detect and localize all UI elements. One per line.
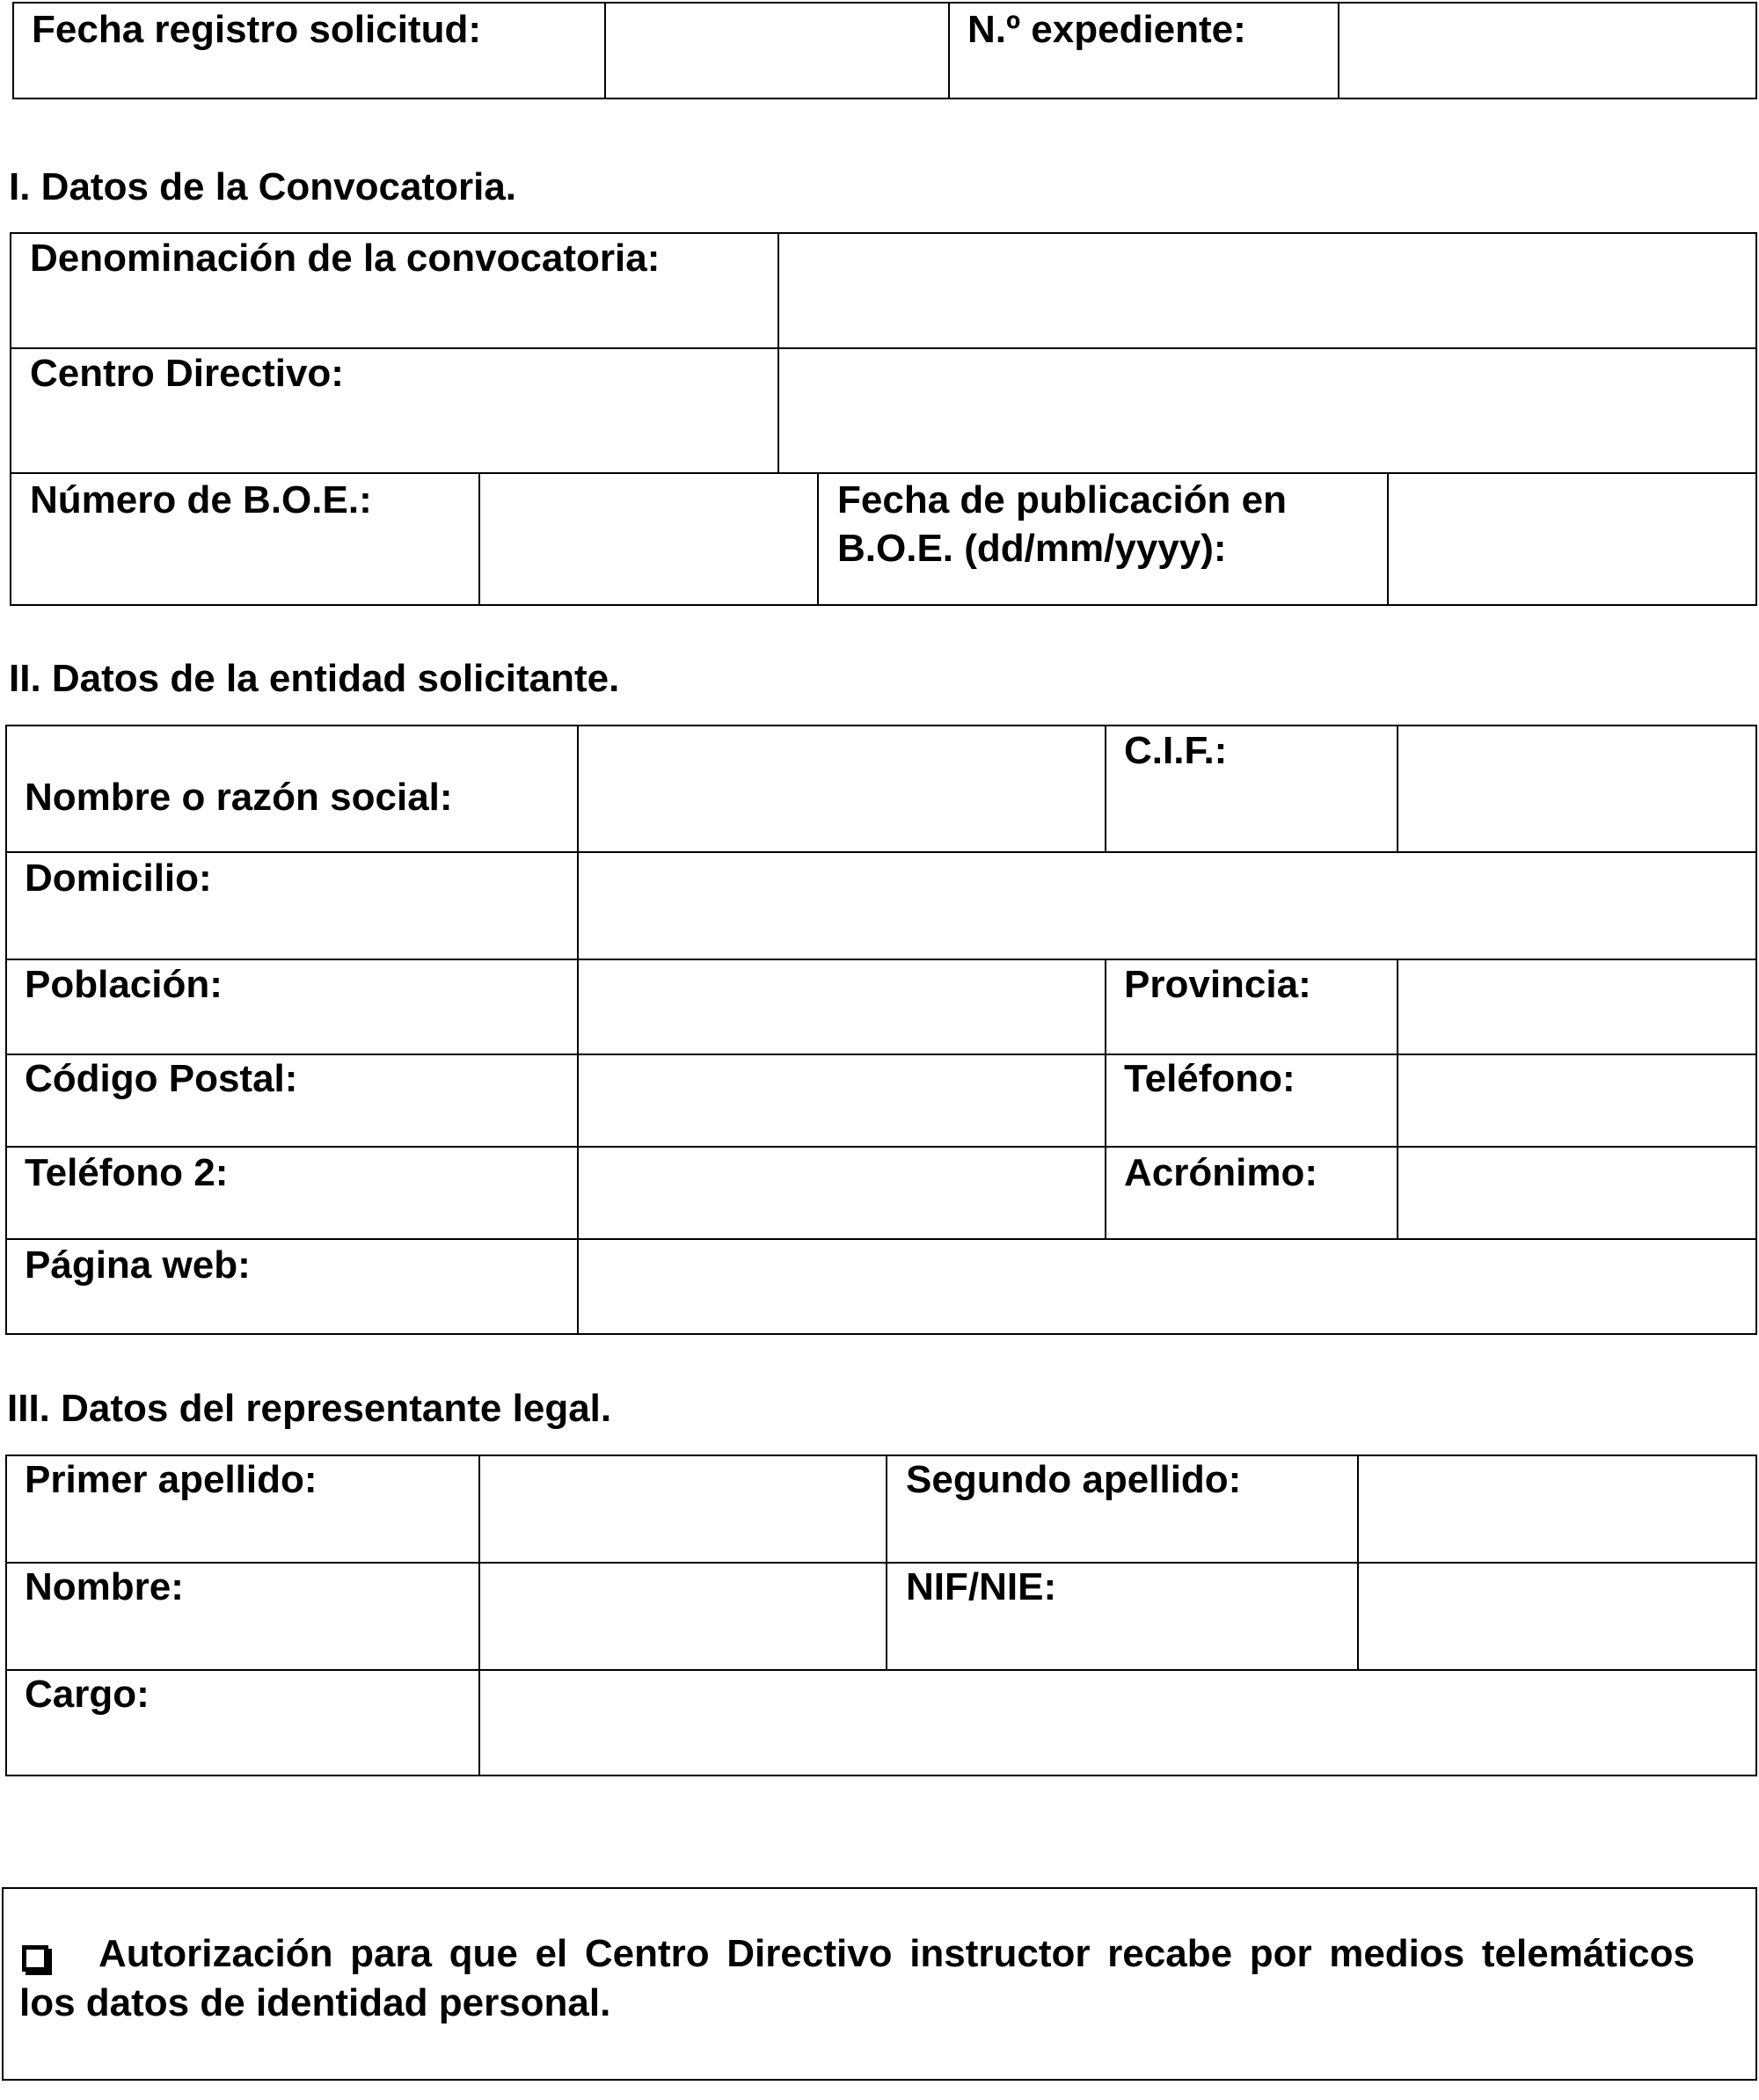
provincia-label: Provincia:: [1124, 963, 1311, 1006]
nombre-razon-social-label: Nombre o razón social:: [25, 776, 453, 819]
domicilio-label: Domicilio:: [25, 857, 212, 900]
telefono-field[interactable]: [1398, 1055, 1755, 1146]
fecha-boe-field[interactable]: [1389, 474, 1755, 604]
numero-boe-label: Número de B.O.E.:: [30, 478, 372, 521]
divider: [886, 1455, 887, 1670]
cargo-label: Cargo:: [25, 1673, 150, 1716]
pagina-web-field[interactable]: [579, 1240, 1755, 1333]
section-1-title: I. Datos de la Convocatoria.: [9, 165, 517, 208]
cif-label: C.I.F.:: [1124, 729, 1228, 772]
cif-field[interactable]: [1398, 726, 1755, 851]
acronimo-field[interactable]: [1398, 1148, 1755, 1238]
poblacion-field[interactable]: [579, 960, 1105, 1054]
segundo-apellido-label: Segundo apellido:: [906, 1458, 1242, 1501]
provincia-field[interactable]: [1398, 960, 1755, 1054]
nif-nie-label: NIF/NIE:: [906, 1565, 1057, 1608]
codigo-postal-field[interactable]: [579, 1055, 1105, 1146]
fecha-registro-field[interactable]: [606, 4, 946, 98]
divider: [1105, 725, 1106, 852]
expediente-field[interactable]: [1339, 4, 1755, 98]
nombre-razon-social-field[interactable]: [579, 726, 1105, 851]
denominacion-label: Denominación de la convocatoria:: [30, 237, 661, 280]
fecha-registro-label: Fecha registro solicitud:: [32, 8, 481, 51]
denominacion-field[interactable]: [779, 234, 1755, 347]
nombre-field[interactable]: [480, 1564, 886, 1669]
domicilio-field[interactable]: [579, 853, 1755, 959]
telefono-label: Teléfono:: [1124, 1057, 1296, 1100]
acronimo-label: Acrónimo:: [1124, 1151, 1317, 1194]
telefono2-label: Teléfono 2:: [25, 1151, 229, 1194]
codigo-postal-label: Código Postal:: [25, 1057, 298, 1100]
divider: [1105, 959, 1106, 1239]
numero-boe-field[interactable]: [480, 474, 817, 604]
divider: [817, 472, 819, 606]
segundo-apellido-field[interactable]: [1359, 1456, 1755, 1562]
pagina-web-label: Página web:: [25, 1243, 251, 1287]
primer-apellido-label: Primer apellido:: [25, 1458, 317, 1501]
poblacion-label: Población:: [25, 963, 223, 1006]
divider: [948, 2, 950, 99]
fecha-boe-label-line1: Fecha de publicación en: [837, 478, 1288, 521]
section-2-title: II. Datos de la entidad solicitante.: [9, 657, 620, 700]
nif-nie-field[interactable]: [1359, 1564, 1755, 1669]
section-3-title: III. Datos del representante legal.: [7, 1387, 612, 1430]
fecha-boe-label-line2: B.O.E. (dd/mm/yyyy):: [837, 527, 1227, 570]
centro-directivo-label: Centro Directivo:: [30, 352, 344, 395]
telefono2-field[interactable]: [579, 1148, 1105, 1238]
centro-directivo-field[interactable]: [779, 349, 1755, 472]
cargo-field[interactable]: [480, 1671, 1755, 1775]
authorization-text: Autorización para que el Centro Directivo instructor recabe por medios telemáticos los datos de identidad personal.: [19, 1932, 1695, 2024]
nombre-label: Nombre:: [25, 1565, 184, 1608]
expediente-label: N.º expediente:: [967, 8, 1246, 51]
primer-apellido-field[interactable]: [480, 1456, 886, 1562]
